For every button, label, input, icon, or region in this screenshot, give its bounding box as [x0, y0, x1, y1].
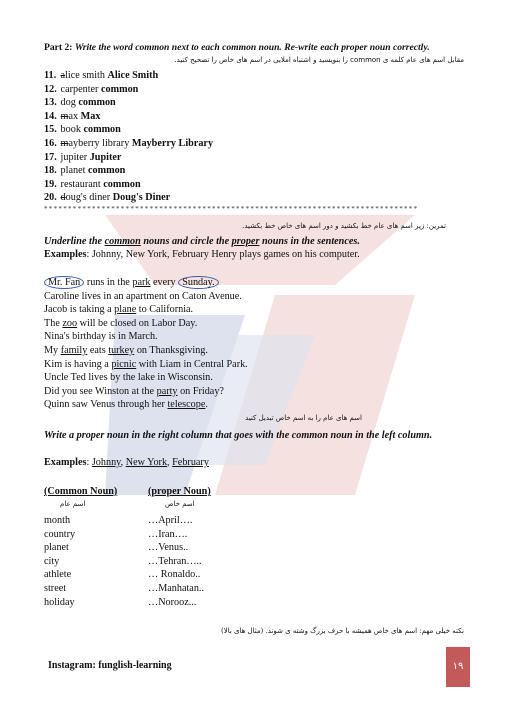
- list-item: 20. doug's diner Doug's Diner: [44, 192, 171, 204]
- column-header-common: (Common Noun): [44, 486, 118, 497]
- sentence: Mr. Fan runs in the park every Sunday.: [44, 276, 248, 290]
- separator: ******************************************************************************: [44, 205, 419, 213]
- important-note: نکته خیلی مهم: اسم های خاص همیشه با حرف بزرگ وشته ی شوند. (مثال های بالا): [220, 627, 464, 635]
- sentence: Quinn saw Venus through her telescope.: [44, 399, 208, 411]
- list-item: 17. jupiter Jupiter: [44, 151, 122, 163]
- sentence: Did you see Winston at the party on Friday?: [44, 385, 224, 397]
- part2-instruction: Write the word common next to each common noun. Re-write each proper noun correctly.: [74, 42, 430, 53]
- part2-title: Part 2:: [44, 42, 73, 53]
- sentence: Jacob is taking a plane to California.: [44, 304, 194, 316]
- table-row: city …Tehran…..: [44, 555, 202, 567]
- column-subheader-proper: اسم خاص: [165, 500, 195, 508]
- part2-heading: [44, 42, 430, 53]
- exercise3-instruction: Write a proper noun in the right column that goes with the common noun in the left column.: [44, 430, 433, 441]
- noun-table: [44, 514, 204, 609]
- sentence: Uncle Ted lives by the lake in Wisconsin.: [44, 372, 213, 384]
- exercise2-examples: Examples: Johnny, New York, February Henry plays games on his computer.: [44, 249, 360, 260]
- table-row: country …Iran….: [44, 528, 188, 540]
- sentence: The zoo will be closed on Labor Day.: [44, 317, 198, 329]
- exercise2-instruction: Underline the common nouns and circle the proper nouns in the sentences.: [44, 236, 360, 247]
- page-number: ۱۹: [446, 647, 470, 687]
- exercise3-persian-instruction: اسم های عام را به اسم خاص تبدیل کنید: [245, 414, 362, 422]
- sentence-list: [44, 276, 248, 412]
- table-row: athlete … Ronaldo..: [44, 569, 201, 581]
- sentence: Nina's birthday is in March.: [44, 331, 158, 343]
- column-subheader-common: اسم عام: [60, 500, 86, 508]
- part2-persian-instruction: مقابل اسم های عام کلمه ی common را بنویسید و اشتباه املایی در اسم های خاص را تصحیح کنید.: [174, 56, 464, 64]
- column-header-proper: (proper Noun): [148, 486, 211, 497]
- table-row: month …April….: [44, 515, 193, 526]
- sentence: Kim is having a picnic with Liam in Central Park.: [44, 358, 248, 370]
- sentence: Caroline lives in an apartment on Caton Avenue.: [44, 290, 242, 302]
- list-item: 12. carpenter common: [44, 83, 139, 95]
- exercise2-persian-instruction: تمرین: زیر اسم های عام خط بکشید و دور اسم های خاص خط بکشید.: [242, 222, 446, 230]
- list-item: 18. planet common: [44, 165, 126, 177]
- list-item: 11. alice smith Alice Smith: [44, 70, 159, 81]
- table-row: holiday …Norooz...: [44, 596, 197, 608]
- table-row: planet …Venus..: [44, 542, 189, 554]
- exercise3-examples: Examples: Johnny, New York, February: [44, 457, 209, 468]
- list-item: 14. max Max: [44, 110, 101, 122]
- list-item: 15. book common: [44, 124, 121, 136]
- instagram-handle: Instagram: funglish-learning: [48, 660, 172, 671]
- list-item: 16. mayberry library Mayberry Library: [44, 137, 214, 149]
- part2-list: [44, 69, 213, 205]
- list-item: 13. dog common: [44, 97, 116, 109]
- list-item: 19. restaurant common: [44, 178, 141, 190]
- sentence: My family eats turkey on Thanksgiving.: [44, 344, 208, 356]
- table-row: street …Manhatan..: [44, 582, 205, 594]
